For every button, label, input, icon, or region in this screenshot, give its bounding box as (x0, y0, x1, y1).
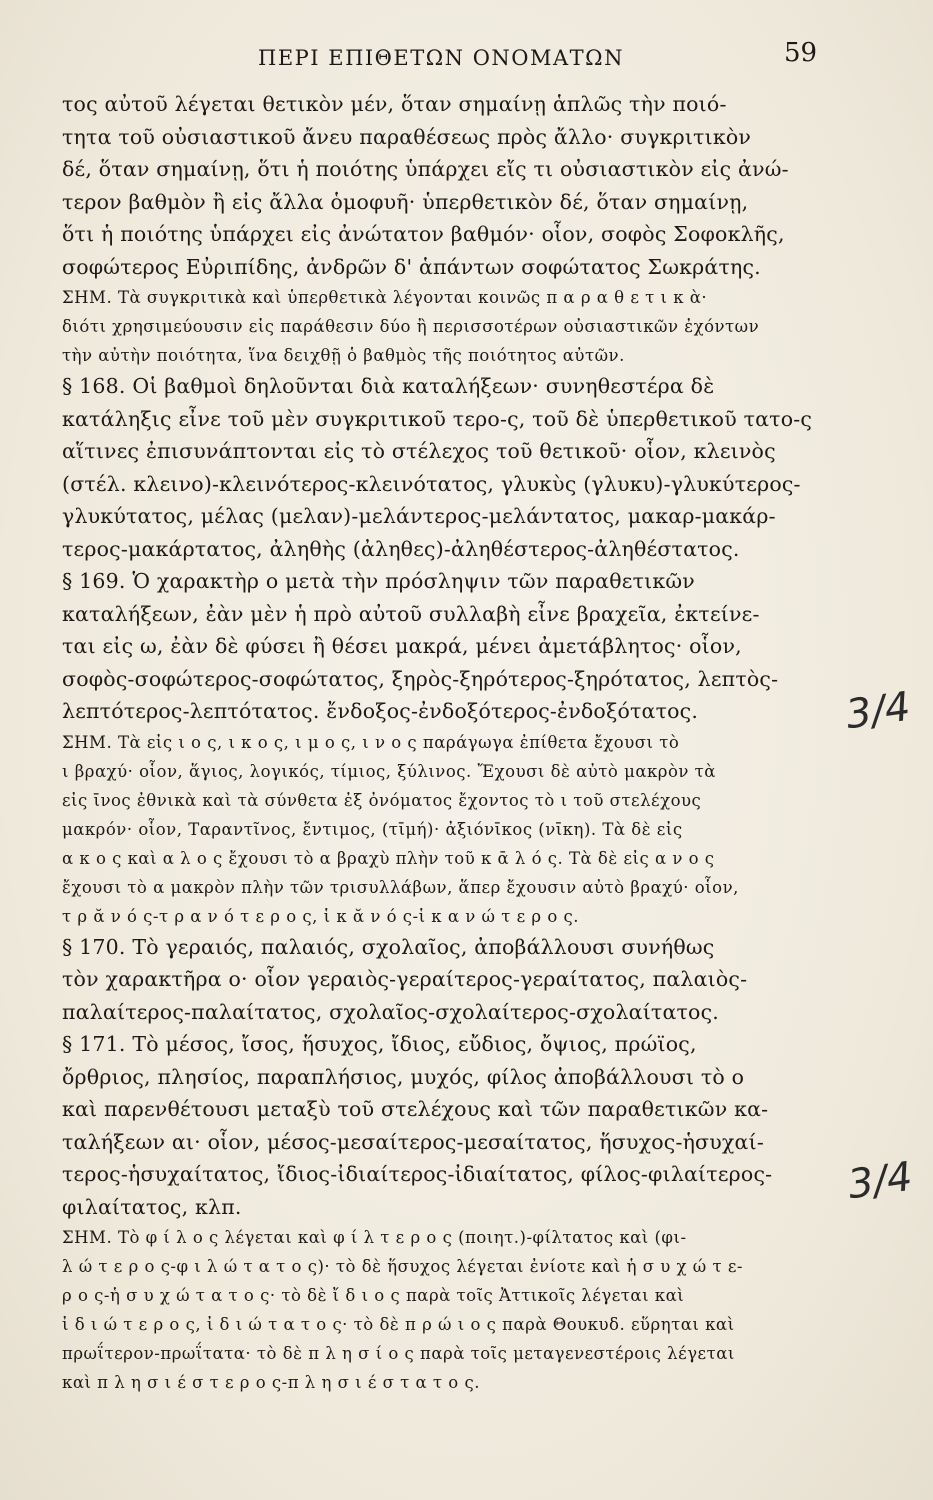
page-number: 59 (784, 38, 818, 68)
text-line: γλυκύτατος, μέλας (μελαν)-μελάντερος-μελάντατος, μακαρ-μακάρ- (62, 504, 776, 528)
note-line: ι βραχύ· οἷον, ἅγιος, λογικός, τίμιος, ξύλινος. Ἔχουσι δὲ αὐτὸ μακρὸν τὰ (62, 761, 716, 781)
text-line: § 171. Τὸ μέσος, ἴσος, ἥσυχος, ἴδιος, εὔδιος, ὄψιος, πρώϊος, (62, 1032, 697, 1056)
text-line: § 168. Οἱ βαθμοὶ δηλοῦνται διὰ καταλήξεων· συνηθεστέρα δὲ (62, 374, 715, 398)
note-line: λ ώ τ ε ρ ο ς-φ ι λ ώ τ α τ ο ς)· τὸ δὲ ἥσυχος λέγεται ἐνίοτε καὶ ἡ σ υ χ ώ τ ε- (62, 1257, 743, 1276)
page-body (62, 88, 842, 1397)
note-line: τὴν αὐτὴν ποιότητα, ἵνα δειχθῇ ὁ βαθμὸς τῆς ποιότητος αὐτῶν. (62, 346, 625, 365)
paragraph (62, 931, 842, 1029)
paragraph (62, 1028, 842, 1223)
footnote-block (62, 283, 842, 370)
text-line: σοφὸς-σοφώτερος-σοφώτατος, ξηρὸς-ξηρότερος-ξηρότατος, λεπτὸς- (62, 666, 779, 691)
text-line: καὶ παρενθέτουσι μεταξὺ τοῦ στελέχους καὶ τῶν παραθετικῶν κα- (62, 1097, 769, 1121)
note-line: μακρόν· οἷον, Ταραντῖνος, ἔντιμος, (τῑμή)· ἀξιόνῑκος (νῑκη). Τὰ δὲ εἰς (62, 819, 683, 839)
text-line: ὄρθριος, πλησίος, παραπλήσιος, μυχός, φίλος ἀποβάλλουσι τὸ ο (62, 1064, 745, 1089)
text-line: τος αὐτοῦ λέγεται θετικὸν μέν, ὅταν σημαίνῃ ἁπλῶς τὴν ποιό- (62, 92, 727, 116)
handwritten-margin-mark: 3/4 (843, 683, 914, 739)
text-line: κατάληξις εἶνε τοῦ μὲν συγκριτικοῦ τερο-ς, τοῦ δὲ ὑπερθετικοῦ τατο-ς (62, 406, 813, 431)
note-line: ἰ δ ι ώ τ ε ρ ο ς, ἰ δ ι ώ τ α τ ο ς· τὸ δὲ π ρ ώ ι ο ς παρὰ Θουκυδ. εὕρηται καὶ (62, 1315, 735, 1334)
text-line: σοφώτερος Εὐριπίδης, ἀνδρῶν δ' ἁπάντων σοφώτατος Σωκράτης. (62, 254, 761, 279)
handwritten-margin-mark: 3/4 (845, 1153, 916, 1209)
note-line: εἰς ῑνος ἐθνικὰ καὶ τὰ σύνθετα ἐξ ὀνόματος ἔχοντος τὸ ι τοῦ στελέχους (62, 790, 702, 810)
footnote-block (62, 1223, 842, 1397)
note-line: ΣΗΜ. Τὰ εἰς ι ο ς, ι κ ο ς, ι μ ο ς, ι ν ο ς παράγωγα ἐπίθετα ἔχουσι τὸ (62, 732, 680, 752)
text-line: καταλήξεων, ἐὰν μὲν ἡ πρὸ αὐτοῦ συλλαβὴ εἶνε βραχεῖα, ἐκτείνε- (62, 601, 760, 626)
text-line: τὸν χαρακτῆρα ο· οἷον γεραιὸς-γεραίτερος-γεραίτατος, παλαιὸς- (62, 967, 748, 991)
text-line: ταλήξεων αι· οἷον, μέσος-μεσαίτερος-μεσαίτατος, ἥσυχος-ἡσυχαί- (62, 1129, 764, 1154)
text-line: τερος-μακάρτατος, ἀληθὴς (ἀληθες)-ἀληθέστερος-ἀληθέστατος. (62, 536, 740, 561)
running-title: ΠΕΡΙ ΕΠΙΘΕΤΩΝ ΟΝΟΜΑΤΩΝ (258, 46, 624, 70)
note-line: α κ ο ς καὶ α λ ο ς ἔχουσι τὸ α βραχὺ πλὴν τοῦ κ ᾱ λ ό ς. Τὰ δὲ εἰς α ν ο ς (62, 848, 715, 868)
note-line: ΣΗΜ. Τὸ φ ί λ ο ς λέγεται καὶ φ ί λ τ ε ρ ο ς (ποιητ.)-φίλτατος καὶ (φι- (62, 1228, 687, 1247)
footnote-block (62, 728, 842, 931)
text-line: αἵτινες ἐπισυνάπτονται εἰς τὸ στέλεχος τοῦ θετικοῦ· οἷον, κλεινὸς (62, 439, 776, 463)
text-line: ται εἰς ω, ἐὰν δὲ φύσει ἢ θέσει μακρά, μένει ἀμετάβλητος· οἷον, (62, 634, 742, 658)
note-line: τ ρ ᾰ ν ό ς-τ ρ α ν ό τ ε ρ ο ς, ἱ κ ᾰ ν ό ς-ἱ κ α ν ώ τ ε ρ ο ς. (62, 906, 579, 926)
text-line: § 169. Ὁ χαρακτὴρ ο μετὰ τὴν πρόσληψιν τῶν παραθετικῶν (62, 569, 695, 593)
paragraph (62, 88, 842, 283)
text-line: φιλαίτατος, κλπ. (62, 1194, 242, 1219)
note-line: ρ ο ς-ἡ σ υ χ ώ τ α τ ο ς· τὸ δὲ ἴ δ ι ο ς παρὰ τοῖς Ἀττικοῖς λέγεται καὶ (62, 1286, 685, 1305)
note-line: πρωΐτερον-πρωΐτατα· τὸ δὲ π λ η σ ί ο ς παρὰ τοῖς μεταγενεστέροις λέγεται (62, 1344, 735, 1363)
paragraph (62, 370, 842, 565)
page-header (0, 38, 933, 78)
note-line: διότι χρησιμεύουσιν εἰς παράθεσιν δύο ἢ περισσοτέρων οὐσιαστικῶν ἐχόντων (62, 317, 760, 336)
text-line: δέ, ὅταν σημαίνῃ, ὅτι ἡ ποιότης ὑπάρχει εἴς τι οὐσιαστικὸν εἰς ἀνώ- (62, 157, 789, 181)
text-line: τερον βαθμὸν ἢ εἰς ἄλλα ὁμοφυῆ· ὑπερθετικὸν δέ, ὅταν σημαίνῃ, (62, 189, 749, 214)
text-line: τερος-ἡσυχαίτατος, ἴδιος-ἰδιαίτερος-ἰδιαίτατος, φίλος-φιλαίτερος- (62, 1162, 773, 1186)
paragraph (62, 565, 842, 728)
text-line: τητα τοῦ οὐσιαστικοῦ ἄνευ παραθέσεως πρὸς ἄλλο· συγκριτικὸν (62, 124, 752, 149)
text-line: λεπτότερος-λεπτότατος. ἔνδοξος-ἐνδοξότερος-ἐνδοξότατος. (62, 699, 699, 723)
note-line: καὶ π λ η σ ι έ σ τ ε ρ ο ς-π λ η σ ι έ σ τ α τ ο ς. (62, 1373, 480, 1392)
note-line: ἔχουσι τὸ α μακρὸν πλὴν τῶν τρισυλλάβων, ἅπερ ἔχουσιν αὐτὸ βραχύ· οἷον, (62, 877, 739, 897)
text-line: (στέλ. κλεινο)-κλεινότερος-κλεινότατος, γλυκὺς (γλυκυ)-γλυκύτερος- (62, 471, 801, 496)
text-line: ὅτι ἡ ποιότης ὑπάρχει εἰς ἀνώτατον βαθμόν· οἷον, σοφὸς Σοφοκλῆς, (62, 222, 785, 246)
text-line: παλαίτερος-παλαίτατος, σχολαῖος-σχολαίτερος-σχολαίτατος. (62, 999, 719, 1024)
note-line: ΣΗΜ. Τὰ συγκριτικὰ καὶ ὑπερθετικὰ λέγονται κοινῶς π α ρ α θ ε τ ι κ ὰ· (62, 288, 708, 307)
text-line: § 170. Τὸ γεραιός, παλαιός, σχολαῖος, ἀποβάλλουσι συνήθως (62, 934, 715, 959)
